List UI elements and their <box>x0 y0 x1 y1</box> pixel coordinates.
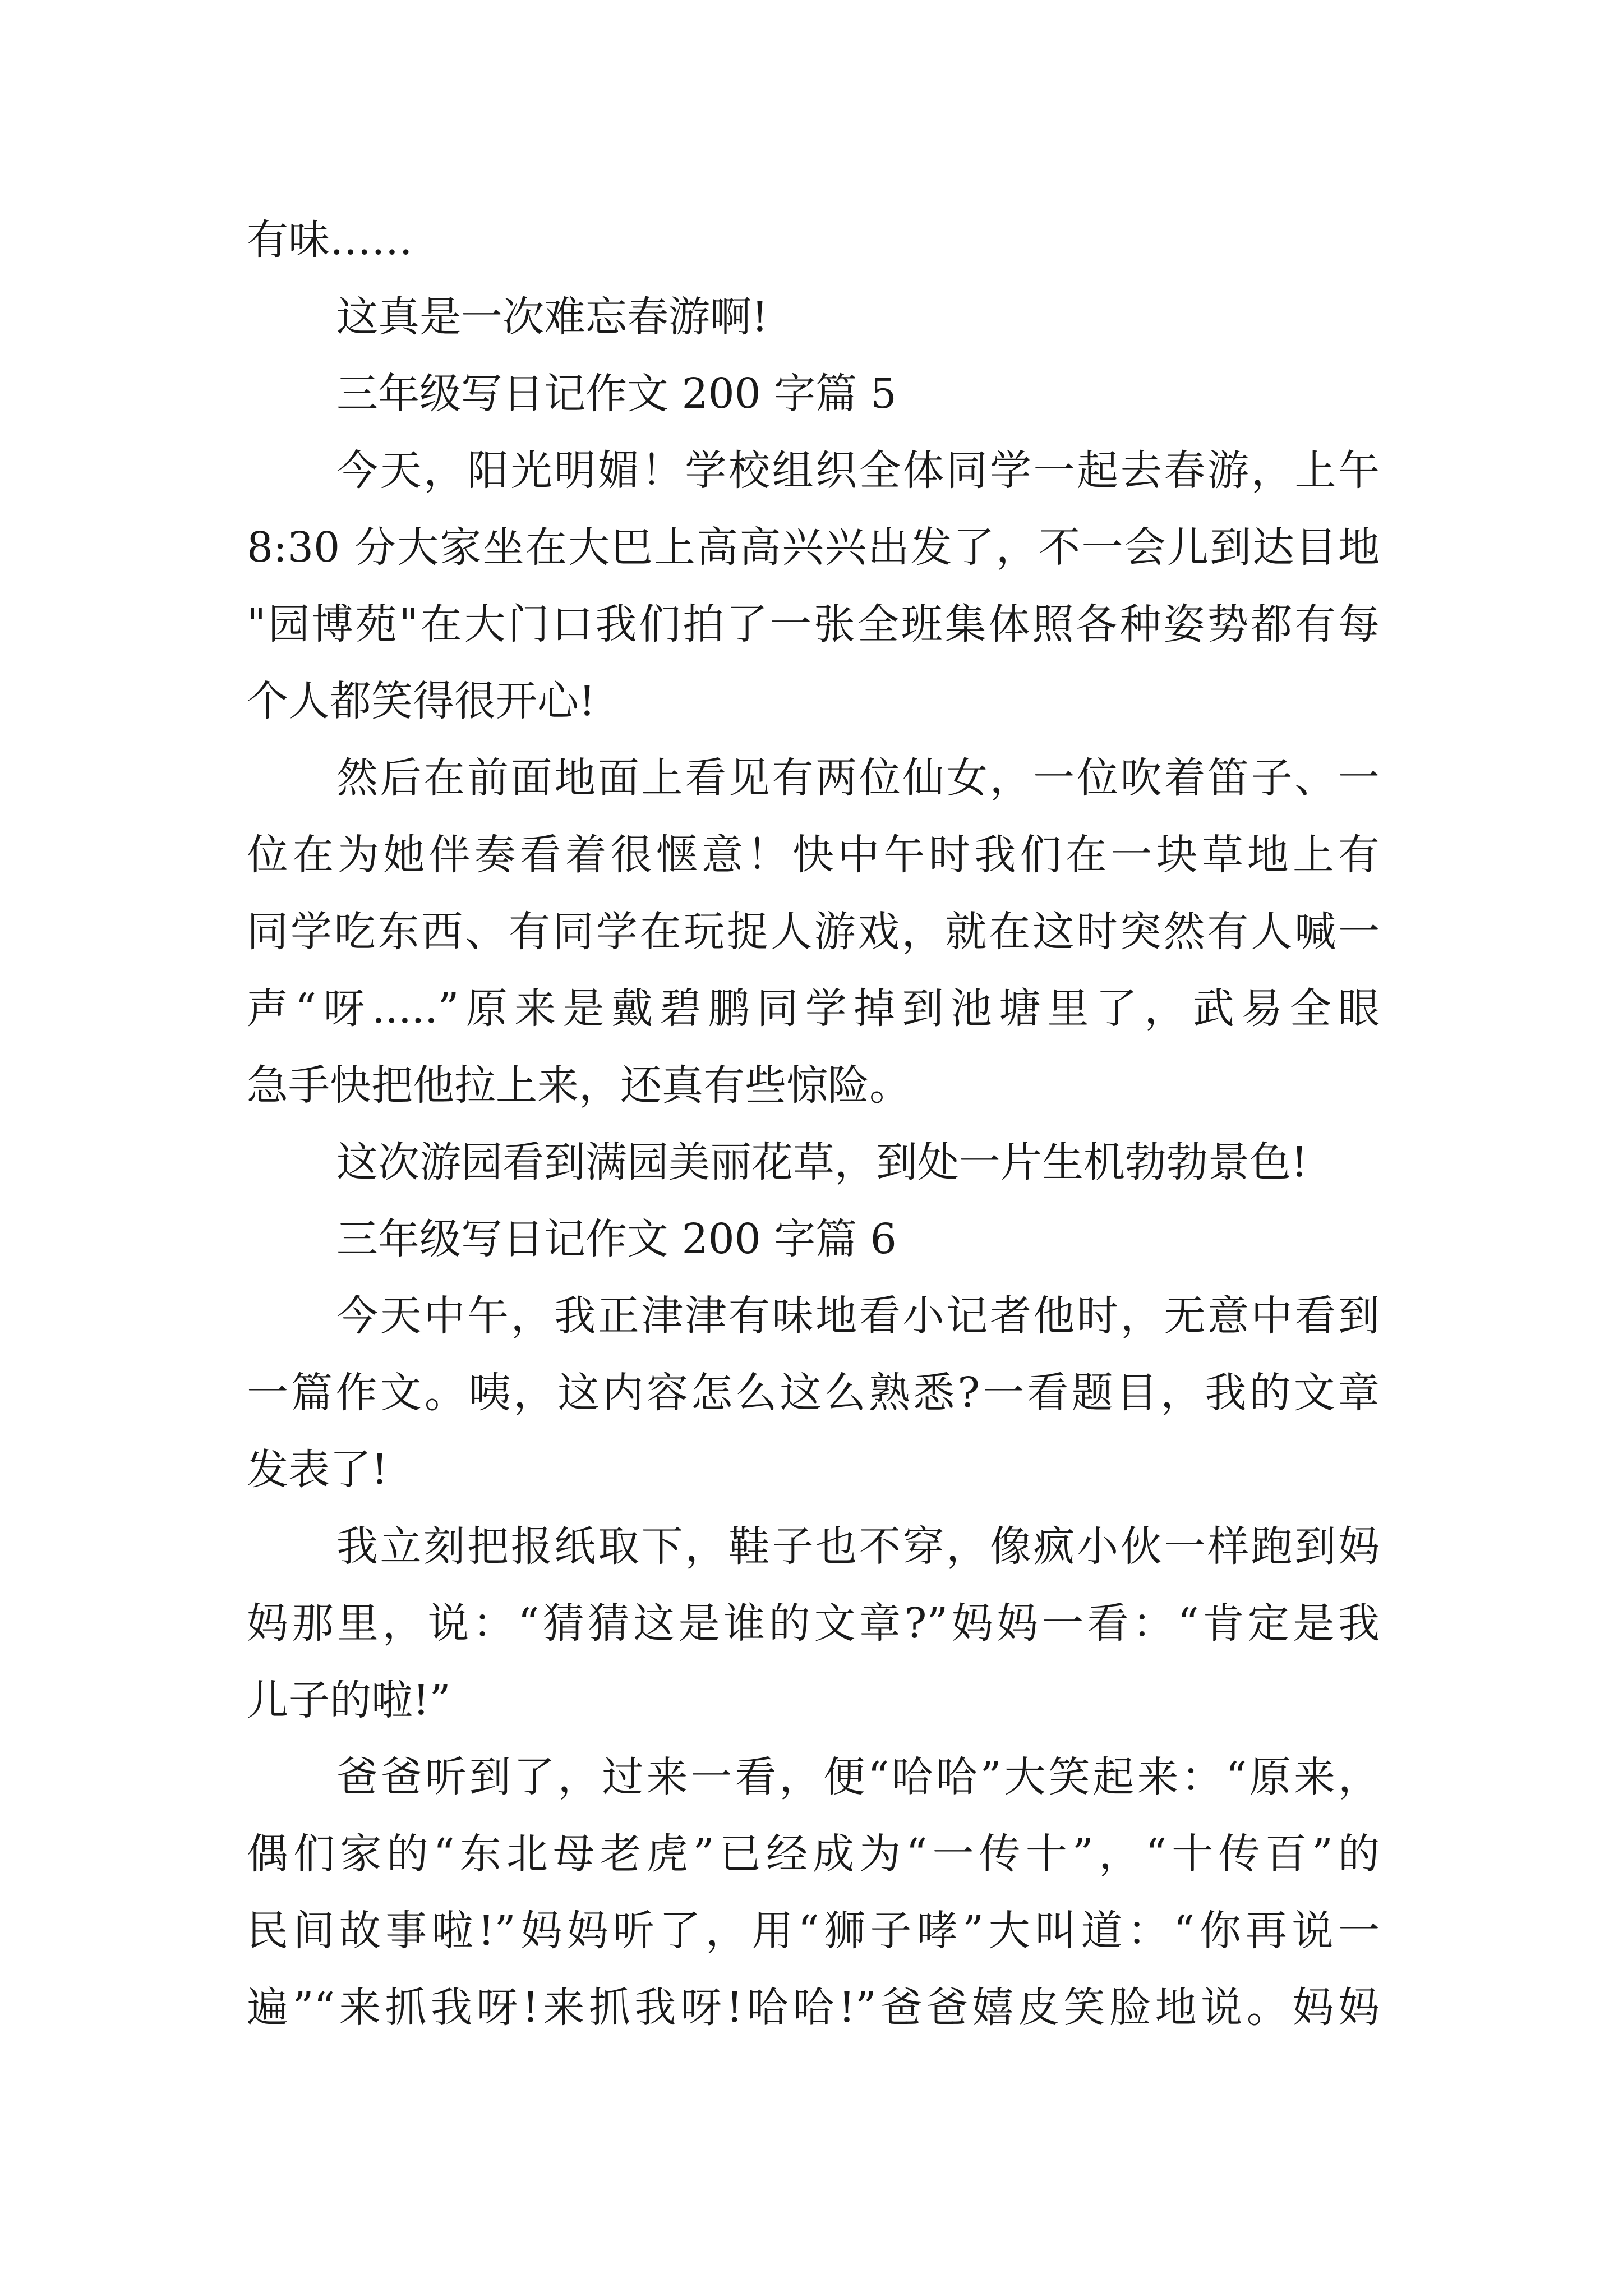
text-line: 妈那里，说：“猜猜这是谁的文章?”妈妈一看：“肯定是我 <box>247 1599 1380 1648</box>
text-line: 这次游园看到满园美丽花草，到处一片生机勃勃景色! <box>336 1138 1308 1186</box>
section-heading: 三年级写日记作文 200 字篇 5 <box>336 370 897 418</box>
text-line: 一篇作文。咦，这内容怎么这么熟悉?一看题目，我的文章 <box>247 1369 1380 1417</box>
text-line: 发表了! <box>247 1446 388 1494</box>
text-line: 我立刻把报纸取下，鞋子也不穿，像疯小伙一样跑到妈 <box>336 1522 1380 1571</box>
text-line: 遍”“来抓我呀!来抓我呀!哈哈!”爸爸嬉皮笑脸地说。妈妈 <box>247 1984 1380 2032</box>
text-line: 民间故事啦!”妈妈听了，用“狮子哮”大叫道：“你再说一 <box>247 1907 1380 1955</box>
text-line: 偶们家的“东北母老虎”已经成为“一传十”，“十传百”的 <box>247 1830 1380 1878</box>
text-line: 儿子的啦!” <box>247 1676 451 1724</box>
text-line: 有味…… <box>247 216 413 264</box>
text-line: 这真是一次难忘春游啊! <box>336 293 768 341</box>
text-line: 然后在前面地面上看见有两位仙女，一位吹着笛子、一 <box>336 754 1380 802</box>
text-line: 个人都笑得很开心! <box>247 677 596 725</box>
text-line: 今天中午，我正津津有味地看小记者他时，无意中看到 <box>336 1292 1380 1340</box>
text-line: 8:30 分大家坐在大巴上高高兴兴出发了，不一会儿到达目地 <box>247 523 1380 572</box>
text-line: 位在为她伴奏看着很惬意！快中午时我们在一块草地上有 <box>247 831 1380 879</box>
text-line: 今天，阳光明媚！学校组织全体同学一起去春游，上午 <box>336 447 1380 495</box>
section-heading: 三年级写日记作文 200 字篇 6 <box>336 1215 897 1263</box>
document-text <box>247 202 1380 2046</box>
text-line: 急手快把他拉上来，还真有些惊险。 <box>247 1061 911 1110</box>
text-line: "园博苑"在大门口我们拍了一张全班集体照各种姿势都有每 <box>247 600 1380 648</box>
text-line: 爸爸听到了，过来一看，便“哈哈”大笑起来：“原来， <box>336 1753 1380 1801</box>
text-line: 声“呀.....”原来是戴碧鹏同学掉到池塘里了，武易全眼 <box>247 984 1380 1033</box>
text-line: 同学吃东西、有同学在玩捉人游戏，就在这时突然有人喊一 <box>247 908 1380 956</box>
